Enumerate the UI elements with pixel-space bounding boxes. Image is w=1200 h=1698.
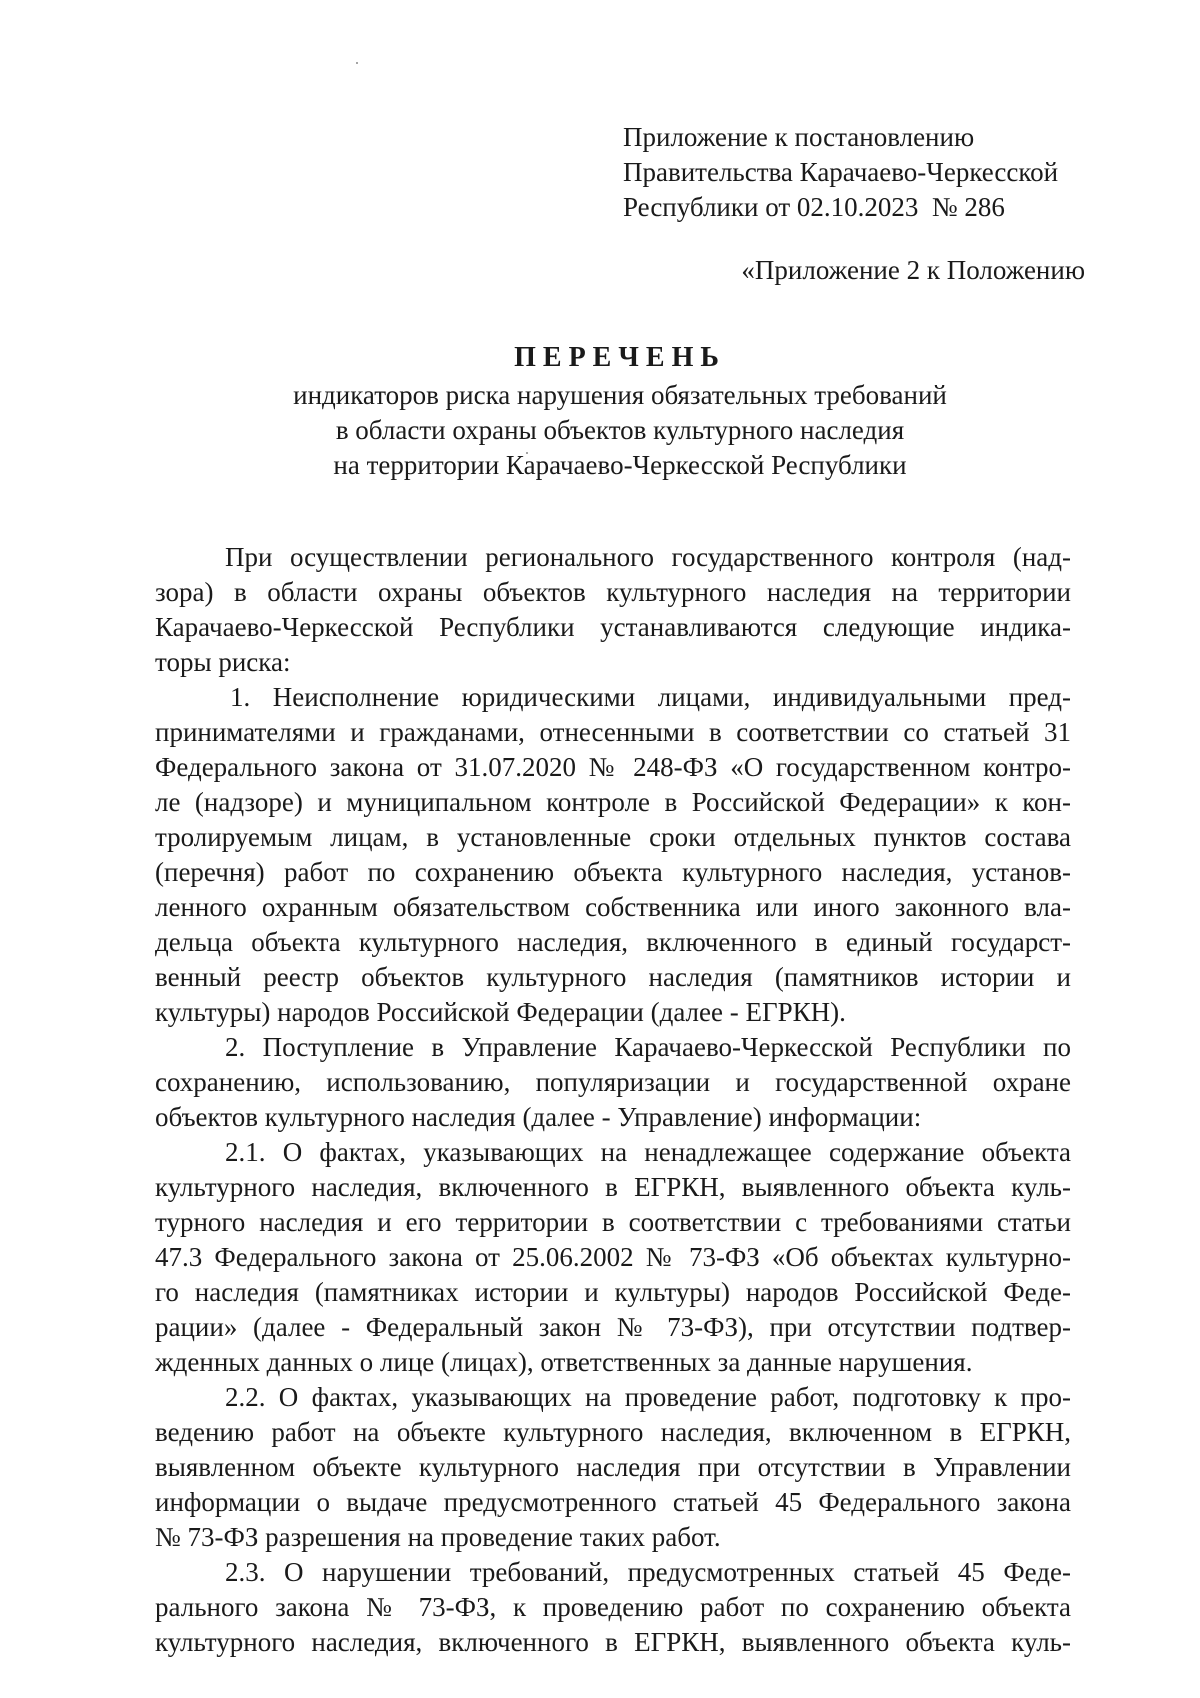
text-line: 2.2. О фактах, указывающих на проведение работ, подготовку к про- — [225, 1382, 1071, 1412]
text-line: тролируемым лицам, в установленные сроки отдельных пунктов состава — [155, 822, 1071, 852]
text-line: жденных данных о лице (лицах), ответственных за данные нарушения. — [155, 1347, 973, 1377]
text-line: культурного наследия, включенного в ЕГРКН, выявленного объекта куль- — [155, 1172, 1071, 1202]
text-line: 2.1. О фактах, указывающих на ненадлежащее содержание объекта — [225, 1137, 1071, 1167]
text-line: Карачаево-Черкесской Республики устанавливаются следующие индика- — [155, 612, 1071, 642]
text-line: принимателями и гражданами, отнесенными в соответствии со статьей 31 — [155, 717, 1071, 747]
text-line: ленного охранным обязательством собственника или иного законного вла- — [155, 892, 1071, 922]
text-line: дельца объекта культурного наследия, включенного в единый государст- — [155, 927, 1071, 957]
text-line: торы риска: — [155, 647, 291, 677]
subtitle-line: на территории Карачаево-Черкесской Республики — [333, 450, 907, 480]
intro-paragraph — [155, 540, 1071, 680]
attachment-reference: «Приложение 2 к Положению — [741, 255, 1085, 285]
text-line: ведению работ на объекте культурного наследия, включенном в ЕГРКН, — [155, 1417, 1071, 1447]
text-line: турного наследия и его территории в соответствии с требованиями статьи — [155, 1207, 1071, 1237]
text-line: культуры) народов Российской Федерации (далее - ЕГРКН). — [155, 997, 846, 1027]
text-line: 2. Поступление в Управление Карачаево-Черкесской Республики по — [225, 1032, 1071, 1062]
text-line: культурного наследия, включенного в ЕГРКН, выявленного объекта куль- — [155, 1627, 1071, 1657]
text-line: 47.3 Федерального закона от 25.06.2002 № 73-ФЗ «Об объектах культурно- — [155, 1242, 1071, 1272]
text-line: венный реестр объектов культурного наследия (памятников истории и — [155, 962, 1071, 992]
text-line: Федерального закона от 31.07.2020 № 248-ФЗ «О государственном контро- — [155, 752, 1071, 782]
text-line: выявленном объекте культурного наследия при отсутствии в Управлении — [155, 1452, 1071, 1482]
approval-block — [623, 120, 1058, 225]
text-line: № 73-ФЗ разрешения на проведение таких работ. — [155, 1522, 721, 1552]
text-line: рального закона № 73-ФЗ, к проведению работ по сохранению объекта — [155, 1592, 1071, 1622]
text-line: ле (надзоре) и муниципальном контроле в Российской Федерации» к кон- — [155, 787, 1071, 817]
text-line: го наследия (памятниках истории и культуры) народов Российской Феде- — [155, 1277, 1071, 1307]
approval-line: Республики от 02.10.2023 № 286 — [623, 192, 1005, 222]
paragraph-item-2 — [155, 1030, 1071, 1135]
text-line: (перечня) работ по сохранению объекта культурного наследия, установ- — [155, 857, 1071, 887]
approval-line: Правительства Карачаево-Черкесской — [623, 157, 1059, 187]
text-line: рации» (далее - Федеральный закон № 73-ФЗ), при отсутствии подтвер- — [155, 1312, 1071, 1342]
document-body — [155, 540, 1071, 1660]
scan-speck — [356, 62, 358, 64]
document-heading — [150, 340, 1090, 483]
paragraph-item-2-3 — [155, 1555, 1071, 1660]
text-line: объектов культурного наследия (далее - Управление) информации: — [155, 1102, 922, 1132]
text-line: При осуществлении регионального государственного контроля (над- — [225, 542, 1071, 572]
subtitle-line: в области охраны объектов культурного наследия — [335, 415, 905, 445]
paragraph-item-2-2 — [155, 1380, 1071, 1555]
paragraph-item-1 — [155, 680, 1071, 1030]
subtitle-line: индикаторов риска нарушения обязательных требований — [293, 380, 947, 410]
text-line: информации о выдаче предусмотренного статьей 45 Федерального закона — [155, 1487, 1071, 1517]
text-line: сохранению, использованию, популяризации и государственной охране — [155, 1067, 1071, 1097]
text-line: зора) в области охраны объектов культурного наследия на территории — [155, 577, 1071, 607]
paragraph-item-2-1 — [155, 1135, 1071, 1380]
approval-line: Приложение к постановлению — [623, 122, 975, 152]
text-line: 2.3. О нарушении требований, предусмотренных статьей 45 Феде- — [225, 1557, 1071, 1587]
text-line: 1. Неисполнение юридическими лицами, индивидуальными пред- — [230, 682, 1071, 712]
document-title: ПЕРЕЧЕНЬ — [514, 342, 726, 373]
